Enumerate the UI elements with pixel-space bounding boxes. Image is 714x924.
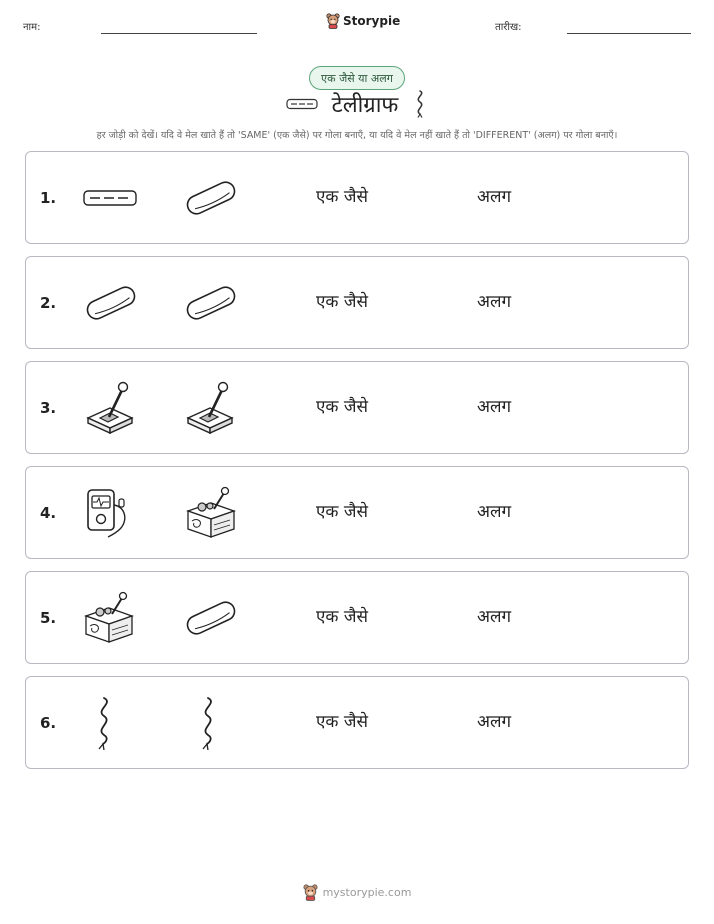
capsule-key-icon bbox=[183, 281, 239, 325]
brand-name: Storypie bbox=[343, 14, 401, 28]
different-option[interactable]: अलग bbox=[477, 397, 512, 417]
same-option[interactable]: एक जैसे bbox=[316, 397, 368, 417]
row-number: 1. bbox=[40, 189, 57, 207]
pair-row-3 bbox=[25, 361, 689, 454]
pair-row-6 bbox=[25, 676, 689, 769]
different-option[interactable]: अलग bbox=[477, 187, 512, 207]
different-option[interactable]: अलग bbox=[477, 502, 512, 522]
pair-row-4 bbox=[25, 466, 689, 559]
telegraph-lever-icon bbox=[84, 378, 136, 436]
dash-card-icon bbox=[83, 188, 137, 208]
same-option[interactable]: एक जैसे bbox=[316, 712, 368, 732]
name-label: नाम: bbox=[23, 22, 41, 33]
row-number: 5. bbox=[40, 609, 57, 627]
pager-device-icon bbox=[84, 487, 136, 541]
topic-badge: एक जैसे या अलग bbox=[309, 66, 405, 90]
same-option[interactable]: एक जैसे bbox=[316, 607, 368, 627]
capsule-key-icon bbox=[83, 281, 139, 325]
title-row bbox=[0, 89, 714, 119]
different-option[interactable]: अलग bbox=[477, 607, 512, 627]
capsule-key-icon bbox=[183, 176, 239, 220]
wire-cable-icon bbox=[196, 695, 220, 751]
different-option[interactable]: अलग bbox=[477, 292, 512, 312]
bear-mascot-icon bbox=[303, 884, 318, 901]
pair-row-2 bbox=[25, 256, 689, 349]
dash-card-icon bbox=[286, 98, 318, 110]
same-option[interactable]: एक जैसे bbox=[316, 187, 368, 207]
capsule-key-icon bbox=[183, 596, 239, 640]
pair-row-1 bbox=[25, 151, 689, 244]
date-label: तारीख: bbox=[495, 22, 522, 33]
same-option[interactable]: एक जैसे bbox=[316, 292, 368, 312]
row-number: 6. bbox=[40, 714, 57, 732]
page-title: टेलीग्राफ bbox=[331, 93, 399, 118]
storypie-logo bbox=[326, 13, 400, 29]
row-number: 4. bbox=[40, 504, 57, 522]
telegraph-lever-icon bbox=[184, 378, 236, 436]
same-option[interactable]: एक जैसे bbox=[316, 502, 368, 522]
telegraph-box-icon bbox=[82, 590, 136, 646]
bear-mascot-icon bbox=[326, 13, 340, 29]
instructions: हर जोड़ी को देखें। यदि वे मेल खाते हैं तो 'SAME' (एक जैसे) पर गोला बनाएँ, या यदि वे मेल नहीं खाते हैं तो 'DIFFERENT' (अलग) पर गोला बनाएँ। bbox=[96, 130, 618, 141]
different-option[interactable]: अलग bbox=[477, 712, 512, 732]
row-number: 3. bbox=[40, 399, 57, 417]
date-line[interactable] bbox=[567, 33, 691, 34]
pair-row-5 bbox=[25, 571, 689, 664]
wire-cable-icon bbox=[92, 695, 116, 751]
telegraph-box-icon bbox=[184, 485, 238, 541]
wire-cable-icon bbox=[412, 89, 428, 119]
footer-url[interactable]: mystorypie.com bbox=[322, 886, 412, 899]
footer bbox=[0, 884, 714, 901]
row-number: 2. bbox=[40, 294, 57, 312]
name-line[interactable] bbox=[101, 33, 257, 34]
